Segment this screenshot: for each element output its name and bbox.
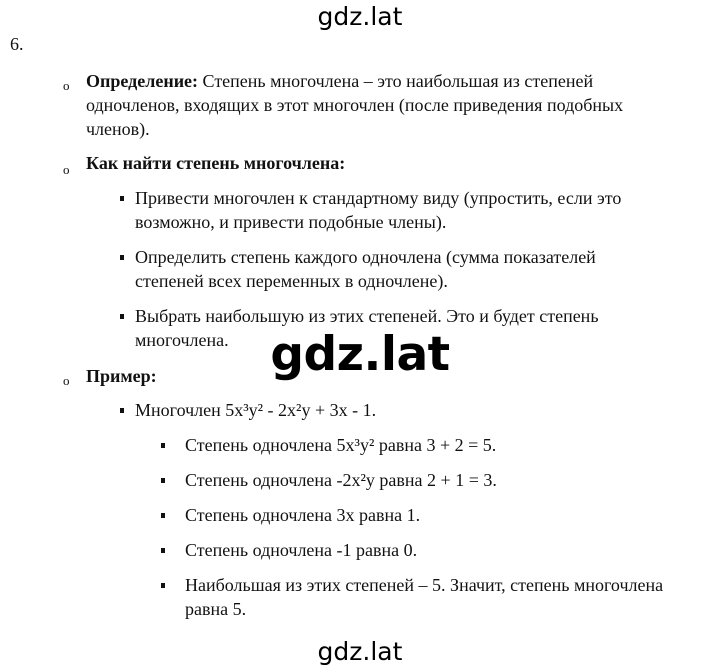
example-term-2: Степень одночлена -2x²y равна 2 + 1 = 3. (185, 470, 497, 490)
watermark-bottom: gdz.lat (317, 637, 403, 666)
how-to-step-1-line1: Привести многочлен к стандартному виду (упростить, если это (135, 188, 622, 208)
square-bullet-icon (120, 408, 124, 413)
example-polynomial: Многочлен 5x³y² - 2x²y + 3x - 1. (135, 400, 377, 420)
circle-bullet-icon: o (63, 78, 70, 93)
how-to-step-1-line2: возможно, и привести подобные члены). (135, 212, 447, 232)
definition-text-line2: одночленов, входящих в этот многочлен (после приведения подобных (86, 95, 624, 115)
how-to-heading (86, 151, 345, 175)
item-number: 6. (10, 34, 24, 54)
definition-label: Определение: (86, 71, 199, 91)
example-conclusion (185, 573, 663, 621)
how-to-step-3-line2: многочлена. (135, 330, 229, 350)
example-term-3: Степень одночлена 3x равна 1. (185, 505, 421, 525)
how-to-label: Как найти степень многочлена: (86, 153, 346, 173)
square-bullet-icon (161, 443, 165, 448)
definition-text-line1: Степень многочлена – это наибольшая из степеней (198, 71, 594, 91)
circle-bullet-icon: o (63, 162, 70, 177)
how-to-step-3-line1: Выбрать наибольшую из этих степеней. Это и будет степень (135, 306, 599, 326)
square-bullet-icon (161, 513, 165, 518)
example-term-4: Степень одночлена -1 равна 0. (185, 540, 418, 560)
square-bullet-icon (120, 255, 124, 260)
square-bullet-icon (161, 583, 165, 588)
how-to-step-2 (135, 245, 596, 293)
example-heading (86, 364, 157, 388)
circle-bullet-icon: o (63, 373, 70, 388)
square-bullet-icon (161, 478, 165, 483)
square-bullet-icon (120, 314, 124, 319)
example-label: Пример: (86, 366, 157, 386)
definition-text-line3: членов). (86, 119, 150, 139)
watermark-middle: gdz.lat (270, 327, 450, 382)
square-bullet-icon (120, 196, 124, 201)
example-conclusion-line2: равна 5. (185, 599, 247, 619)
definition-paragraph (86, 69, 623, 141)
example-conclusion-line1: Наибольшая из этих степеней – 5. Значит, степень многочлена (185, 575, 664, 595)
square-bullet-icon (161, 548, 165, 553)
watermark-top: gdz.lat (317, 2, 403, 31)
how-to-step-2-line1: Определить степень каждого одночлена (сумма показателей (135, 247, 596, 267)
how-to-step-1 (135, 186, 621, 234)
example-term-1: Степень одночлена 5x³y² равна 3 + 2 = 5. (185, 435, 497, 455)
how-to-step-2-line2: степеней всех переменных в одночлене). (135, 271, 448, 291)
